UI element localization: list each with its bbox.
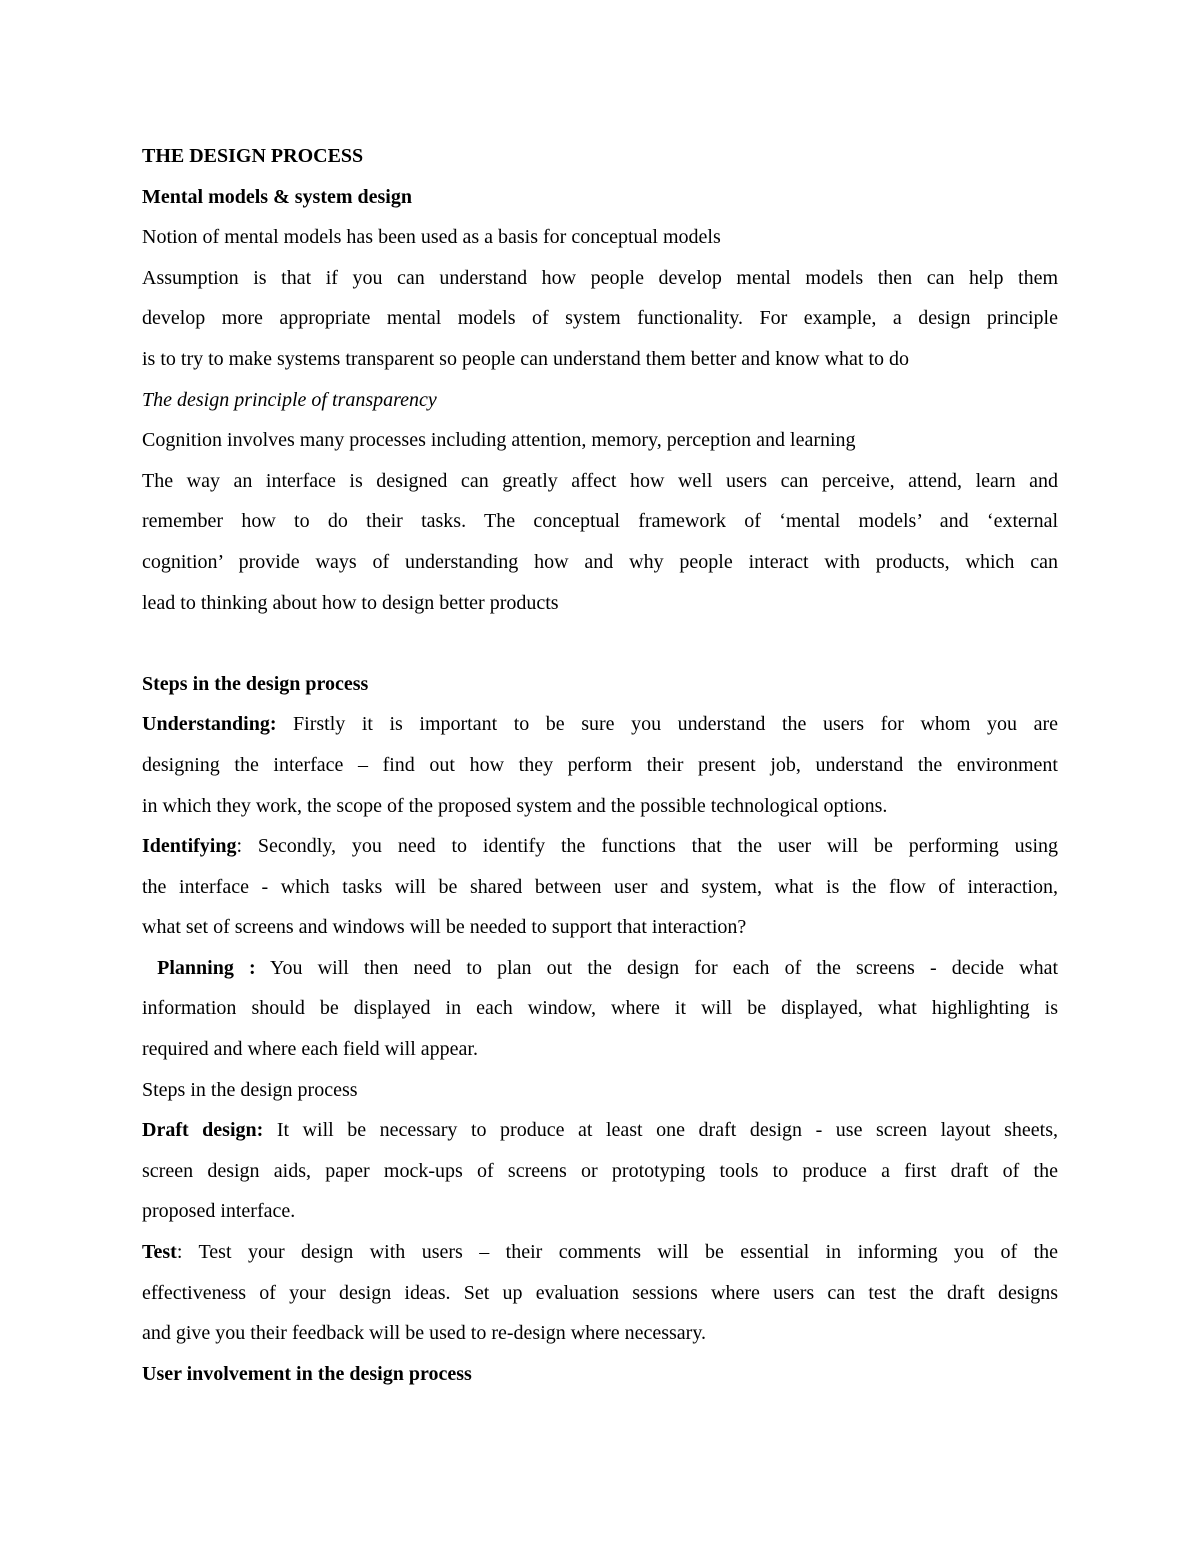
paragraph-line: required and where each field will appear. bbox=[142, 1038, 478, 1061]
step-identifying-line bbox=[142, 826, 1058, 867]
paragraph-line: information should be displayed in each window, where it will be displayed, what highlighting is bbox=[142, 997, 1058, 1020]
step-planning-line bbox=[142, 948, 1058, 989]
paragraph-line: the interface - which tasks will be shared between user and system, what is the flow of interaction, bbox=[142, 875, 1058, 898]
paragraph-line: proposed interface. bbox=[142, 1200, 296, 1223]
document-page bbox=[142, 136, 1058, 1394]
step-label-understanding: Understanding: bbox=[142, 713, 277, 736]
paragraph-line: Cognition involves many processes including attention, memory, perception and learning bbox=[142, 429, 856, 452]
italic-subheading-transparency: The design principle of transparency bbox=[142, 388, 437, 411]
step-label-identifying: Identifying bbox=[142, 835, 237, 858]
paragraph-line: effectiveness of your design ideas. Set up evaluation sessions where users can test the draft designs bbox=[142, 1281, 1058, 1304]
step-draft-design-line bbox=[142, 1110, 1058, 1151]
paragraph-line: in which they work, the scope of the proposed system and the possible technological options. bbox=[142, 794, 888, 817]
section-heading-user-involvement: User involvement in the design process bbox=[142, 1362, 472, 1385]
step-test-line bbox=[142, 1232, 1058, 1273]
paragraph-line: lead to thinking about how to design better products bbox=[142, 591, 559, 614]
step-label-planning: Planning : bbox=[142, 956, 256, 979]
document-title: THE DESIGN PROCESS bbox=[142, 145, 364, 167]
step-label-test: Test bbox=[142, 1241, 177, 1264]
step-text: Firstly it is important to be sure you understand the users for whom you are bbox=[276, 713, 1058, 736]
section-heading-mental-models: Mental models & system design bbox=[142, 185, 412, 208]
paragraph-line: Notion of mental models has been used as a basis for conceptual models bbox=[142, 226, 721, 249]
paragraph-line: and give you their feedback will be used to re-design where necessary. bbox=[142, 1322, 707, 1345]
paragraph-line: remember how to do their tasks. The conceptual framework of ‘mental models’ and ‘external bbox=[142, 510, 1058, 533]
step-text: It will be necessary to produce at least one draft design - use screen layout sheets, bbox=[263, 1119, 1058, 1142]
paragraph-line: Assumption is that if you can understand how people develop mental models then can help them bbox=[142, 266, 1058, 289]
step-label-draft-design: Draft design: bbox=[142, 1119, 264, 1142]
paragraph-line: The way an interface is designed can greatly affect how well users can perceive, attend, learn and bbox=[142, 469, 1058, 492]
paragraph-line: screen design aids, paper mock-ups of screens or prototyping tools to produce a first draft of the bbox=[142, 1159, 1058, 1182]
blank-line bbox=[142, 623, 1058, 664]
paragraph-line: what set of screens and windows will be needed to support that interaction? bbox=[142, 916, 747, 939]
section-heading-steps: Steps in the design process bbox=[142, 672, 369, 695]
step-understanding-line bbox=[142, 704, 1058, 745]
paragraph-line: develop more appropriate mental models of system functionality. For example, a design principle bbox=[142, 307, 1058, 330]
paragraph-line: cognition’ provide ways of understanding how and why people interact with products, which can bbox=[142, 550, 1058, 573]
step-text: : Secondly, you need to identify the functions that the user will be performing using bbox=[236, 835, 1058, 858]
paragraph-line: designing the interface – find out how they perform their present job, understand the environment bbox=[142, 753, 1058, 776]
paragraph-line: is to try to make systems transparent so people can understand them better and know what to do bbox=[142, 347, 910, 370]
paragraph-line: Steps in the design process bbox=[142, 1078, 358, 1101]
step-text: You will then need to plan out the design for each of the screens - decide what bbox=[255, 956, 1058, 979]
step-text: : Test your design with users – their comments will be essential in informing you of the bbox=[176, 1241, 1058, 1264]
